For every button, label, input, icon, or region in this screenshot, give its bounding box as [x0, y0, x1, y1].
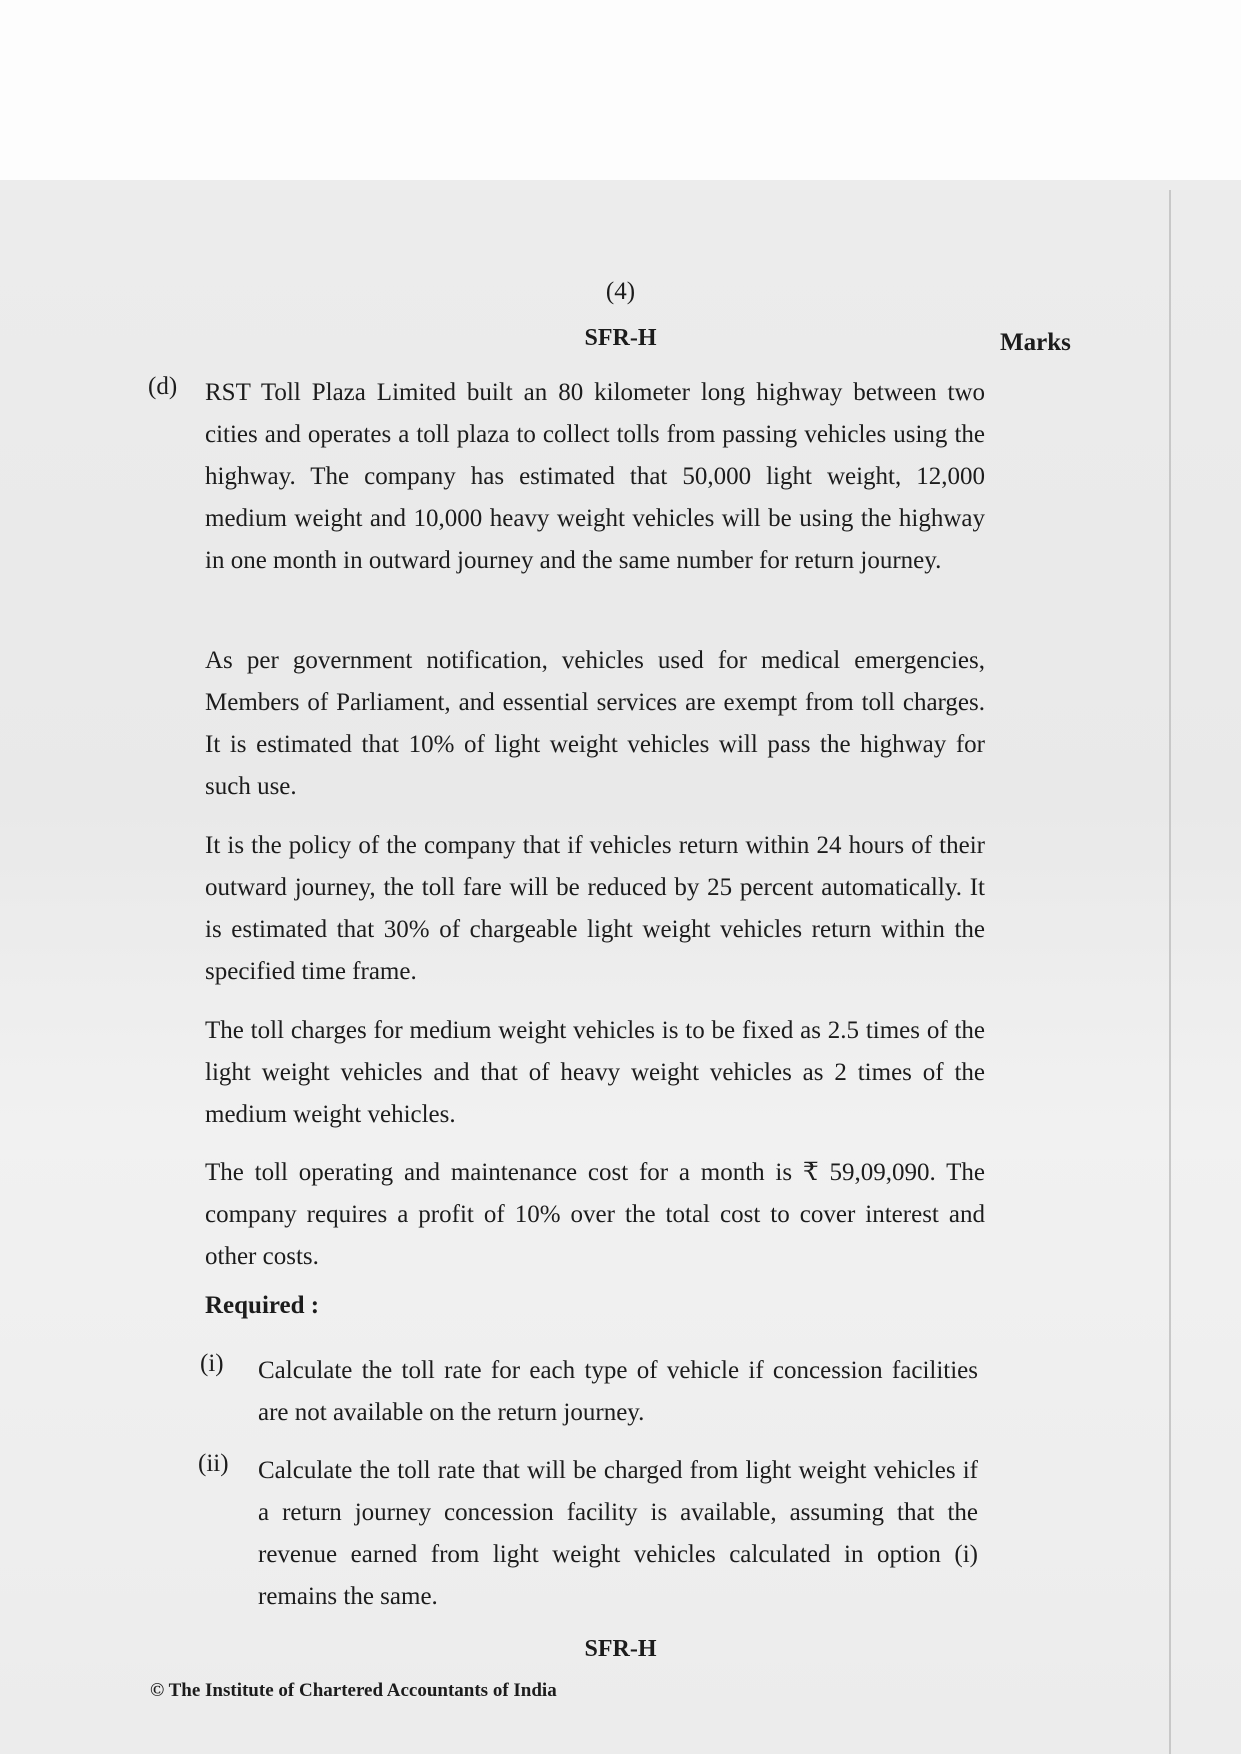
- page-edge-shadow: [1169, 190, 1171, 1754]
- question-paragraph-1: RST Toll Plaza Limited built an 80 kilometer long highway between two cities and operates a toll plaza to collect tolls from passing vehicles using the highway. The company has estimated that 50,000 light weight, 12,000 medium weight and 10,000 heavy weight vehicles will be using the highway in one month in outward journey and the same number for return journey.: [205, 379, 985, 574]
- marks-column-heading: Marks: [1000, 329, 1071, 356]
- question-paragraph-5: The toll operating and maintenance cost for a month is ₹ 59,09,090. The company requires a profit of 10% over the total cost to cover interest and other costs.: [205, 1159, 985, 1270]
- question-paragraph-4: The toll charges for medium weight vehicles is to be fixed as 2.5 times of the light weight vehicles and that of heavy weight vehicles as 2 times of the medium weight vehicles.: [205, 1017, 985, 1128]
- paper-code-header: SFR-H: [584, 325, 657, 351]
- page-number: (4): [605, 278, 636, 305]
- paper-code-footer: SFR-H: [584, 1636, 657, 1662]
- copyright-notice: © The Institute of Chartered Accountants of India: [150, 1680, 557, 1701]
- sub-question-text-1: Calculate the toll rate for each type of vehicle if concession facilities are not available on the return journey.: [258, 1357, 978, 1426]
- required-heading: Required :: [205, 1292, 320, 1319]
- sub-question-label-2: (ii): [198, 1450, 229, 1477]
- question-paragraph-3: It is the policy of the company that if vehicles return within 24 hours of their outward journey, the toll fare will be reduced by 25 percent automatically. It is estimated that 30% of chargeable light weight vehicles return within the specified time frame.: [205, 832, 985, 985]
- question-label: (d): [148, 373, 178, 400]
- question-paragraph-2: As per government notification, vehicles used for medical emergencies, Members of Parliament, and essential services are exempt from toll charges. It is estimated that 10% of light weight vehicles will pass the highway for such use.: [205, 647, 985, 800]
- sub-question-text-2: Calculate the toll rate that will be charged from light weight vehicles if a return journey concession facility is available, assuming that the revenue earned from light weight vehicles calculated in option (i) remains the same.: [258, 1457, 978, 1610]
- sub-question-label-1: (i): [200, 1350, 224, 1377]
